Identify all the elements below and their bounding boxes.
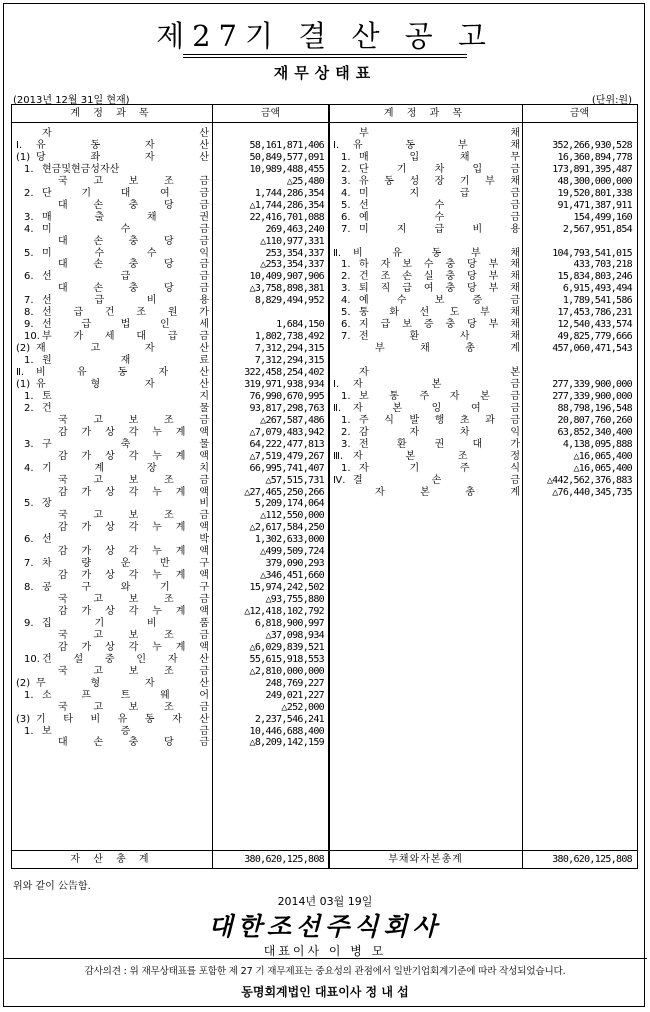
account-amount: 248,769,227 (265, 677, 324, 689)
table-row (12, 379, 637, 391)
account-name: 유 형 자 산 (36, 378, 209, 390)
account-name: 유 동 부 채 (353, 139, 520, 151)
total-liabilities-equity-label: 부채와자본총계 (388, 854, 463, 865)
row-number: (1) (16, 378, 31, 390)
account-name: 기 계 장 치 (42, 462, 209, 474)
row-number: 2. (24, 402, 34, 414)
row-number: 8. (24, 582, 34, 594)
account-name: 재 고 자 산 (36, 343, 209, 355)
account-amount: 10,989,488,455 (249, 163, 324, 175)
table-row (12, 427, 637, 439)
account-amount: 319,971,938,934 (244, 378, 324, 390)
table-row (12, 271, 637, 283)
table-row (12, 594, 637, 606)
row-number: Ⅳ. (333, 474, 346, 486)
ceo-name: 대표이사 이 병 모 (263, 944, 387, 958)
account-amount: 104,793,541,015 (552, 247, 632, 259)
account-name: 감 가 상 각 누 계 액 (58, 546, 209, 558)
account-name: 매 입 채 무 (359, 151, 520, 163)
account-name: 주 식 발 행 초 과 금 (359, 414, 520, 426)
table-row (12, 726, 637, 738)
account-amount: 10,446,688,400 (249, 725, 324, 737)
account-name: 대 손 충 당 금 (58, 283, 209, 295)
table-row (12, 176, 637, 188)
account-amount: 63,852,340,400 (557, 426, 632, 438)
account-amount: △267,587,486 (260, 414, 324, 426)
row-number: 4. (341, 295, 351, 307)
header-right-amount: 금액 (522, 105, 637, 123)
account-name: 원 재 료 (42, 355, 209, 367)
account-name: 국 고 보 조 금 (58, 474, 209, 486)
table-row (12, 403, 637, 415)
row-number: 1. (341, 462, 351, 474)
account-name: 미 지 급 금 (359, 187, 520, 199)
row-number: 10. (24, 331, 40, 343)
row-number: 1. (341, 414, 351, 426)
account-amount: 49,825,779,666 (557, 331, 632, 343)
account-name: 비 유 동 부 채 (353, 247, 520, 259)
account-name: 감 가 상 각 누 계 액 (58, 426, 209, 438)
account-name: 국 고 보 조 금 (58, 594, 209, 606)
account-amount: △8,209,142,159 (249, 737, 324, 749)
row-number: 2. (341, 271, 351, 283)
account-amount: 1,802,738,492 (254, 331, 324, 343)
account-name: 단 기 대 여 금 (42, 187, 209, 199)
account-name: 부 채 총 계 (375, 343, 520, 355)
account-amount: 249,021,227 (265, 689, 324, 701)
table-row (12, 164, 637, 176)
account-amount: △499,509,724 (260, 546, 324, 558)
account-amount: △93,755,880 (265, 594, 324, 606)
account-amount: 269,463,240 (265, 223, 324, 235)
table-row (12, 690, 637, 702)
account-name: 부 가 세 대 급 금 (42, 331, 209, 343)
account-amount: △112,550,000 (260, 510, 324, 522)
account-name: 전 환 사 채 (359, 331, 520, 343)
header-left-account: 계 정 과 목 (12, 105, 212, 123)
account-amount: 2,567,951,854 (562, 223, 632, 235)
account-amount: 50,849,577,091 (249, 151, 324, 163)
account-name: 감 가 상 각 누 계 액 (58, 641, 209, 653)
row-number: 4. (341, 187, 351, 199)
account-name: 현금및현금성자산 (42, 163, 120, 175)
account-name: 선 급 비 용 (42, 295, 209, 307)
row-number: 5. (24, 247, 34, 259)
account-name: 하 자 보 수 충 당 부 채 (359, 259, 520, 271)
row-number: 2. (341, 426, 351, 438)
account-name: 자 본 조 정 (353, 450, 520, 462)
row-number: 3. (341, 175, 351, 187)
company-name: 대한조선주식회사 (208, 912, 442, 941)
notice-title: 제27기 결 산 공 고 (156, 19, 494, 53)
account-amount: △442,562,376,883 (546, 474, 632, 486)
account-name: 국 고 보 조 금 (58, 510, 209, 522)
account-amount: 64,222,477,813 (249, 438, 324, 450)
account-name: 부 채 (359, 128, 520, 139)
account-name: 대 손 충 당 금 (58, 199, 209, 211)
row-number: (3) (16, 713, 31, 725)
account-name: 건 조 손 실 충 당 부 채 (359, 271, 520, 283)
table-row (12, 259, 637, 271)
statement-title: 재무상태표 (273, 64, 377, 82)
account-name: 결 손 금 (353, 474, 520, 486)
account-name: 선 급 건 조 원 가 (42, 307, 209, 319)
account-name: 국 고 보 조 금 (58, 629, 209, 641)
account-name: 유 동 성 장 기 부 채 (359, 175, 520, 187)
account-amount: △346,451,660 (260, 570, 324, 582)
account-amount: △7,079,483,942 (249, 426, 324, 438)
account-name: 건 설 중 인 자 산 (42, 653, 209, 665)
row-number: 8. (24, 307, 34, 319)
account-amount: 1,789,541,586 (562, 295, 632, 307)
account-amount: 7,312,294,315 (254, 343, 324, 355)
account-amount: 19,520,801,338 (557, 187, 632, 199)
account-amount: △7,519,479,267 (249, 450, 324, 462)
table-row (12, 319, 637, 331)
account-name: 대 손 충 당 금 (58, 259, 209, 271)
row-number: 2. (341, 163, 351, 175)
account-amount: 457,060,471,543 (552, 343, 632, 355)
table-row (12, 307, 637, 319)
table-row (12, 702, 637, 714)
table-row (12, 283, 637, 295)
table-row (12, 140, 637, 152)
account-name: 퇴 직 급 여 충 당 부 채 (359, 283, 520, 295)
table-row (12, 439, 637, 451)
account-name: 보 통 주 자 본 금 (359, 390, 520, 402)
account-name: 당 좌 자 산 (36, 151, 209, 163)
table-row (12, 654, 637, 666)
row-number: 1. (24, 689, 34, 701)
account-name: 선 급 법 인 세 (42, 319, 209, 331)
account-amount: 433,703,218 (573, 259, 632, 271)
account-name: 예 수 금 (359, 211, 520, 223)
row-number: 6. (341, 211, 351, 223)
account-name: 차 량 운 반 구 (42, 558, 209, 570)
row-number: 9. (24, 617, 34, 629)
account-amount: △57,515,731 (265, 474, 324, 486)
account-amount: 8,829,494,952 (254, 295, 324, 307)
table-row (12, 355, 637, 367)
account-amount: 352,266,930,528 (552, 139, 632, 151)
row-number: 6. (24, 271, 34, 283)
row-number: 2. (24, 187, 34, 199)
account-name: 무 형 자 산 (36, 677, 209, 689)
title-underline (183, 54, 467, 55)
account-amount: △1,744,286,354 (249, 199, 324, 211)
account-amount: △2,617,584,250 (249, 522, 324, 534)
total-assets-label: 자 산 총 계 (70, 854, 154, 865)
account-amount: △6,029,839,521 (249, 641, 324, 653)
account-amount: 48,300,000,000 (557, 175, 632, 187)
account-name: 매 출 채 권 (42, 211, 209, 223)
row-number: (2) (16, 677, 31, 689)
account-amount: △12,418,102,792 (244, 606, 324, 617)
account-name: 자 기 주 식 (359, 462, 520, 474)
table-row (12, 367, 637, 379)
account-amount: 66,995,741,407 (249, 462, 324, 474)
table-row (12, 714, 637, 726)
account-amount: 15,974,242,502 (249, 582, 324, 594)
account-name: 선 급 금 (42, 271, 209, 283)
account-name: 보 증 금 (42, 725, 209, 737)
account-amount: △76,440,345,735 (552, 486, 632, 498)
row-number: (2) (16, 343, 31, 355)
account-name: 대 손 충 당 금 (58, 235, 209, 247)
row-number: 3. (341, 438, 351, 450)
account-name: 선 박 (42, 534, 209, 546)
header-left-amount: 금액 (212, 105, 329, 123)
separator-line (3, 958, 647, 959)
table-row (12, 737, 637, 749)
account-name: 자 본 금 (353, 378, 520, 390)
table-row (12, 630, 637, 642)
account-name: 통 화 선 도 부 채 (359, 307, 520, 319)
account-name: 국 고 보 조 금 (58, 665, 209, 677)
account-name: 건 물 (42, 402, 209, 414)
account-name: 감 가 상 각 누 계 액 (58, 606, 209, 617)
row-number: 1. (341, 151, 351, 163)
table-row (12, 295, 637, 307)
row-number: 3. (24, 438, 34, 450)
account-name: 지 급 보 증 충 당 부 채 (359, 319, 520, 331)
account-amount: 253,354,337 (265, 247, 324, 259)
account-name: 선 수 금 (359, 199, 520, 211)
table-row (12, 451, 637, 463)
title-underline-inner (183, 57, 467, 58)
account-amount: △252,000 (281, 701, 324, 713)
account-amount: 6,818,900,997 (254, 617, 324, 629)
account-name: 토 지 (42, 390, 209, 402)
account-name: 전 환 권 대 가 (359, 438, 520, 450)
row-number: 5. (341, 199, 351, 211)
row-number: 4. (24, 223, 34, 235)
account-amount: △16,065,400 (573, 450, 632, 462)
account-amount: 154,499,160 (573, 211, 632, 223)
account-name: 감 가 상 각 누 계 액 (58, 450, 209, 462)
account-amount: 12,540,433,574 (557, 319, 632, 331)
row-number: 1. (24, 390, 34, 402)
audit-opinion: 감사의견 : 위 재무상태표를 포함한 제 27 기 재무제표는 중요성의 관점에서 일반기업회계기준에 따라 작성되었습니다. (84, 966, 566, 977)
account-amount: 1,684,150 (276, 319, 324, 331)
row-number: 4. (24, 462, 34, 474)
row-number: 5. (341, 307, 351, 319)
table-row (12, 343, 637, 355)
account-amount: 322,458,254,402 (244, 367, 324, 378)
balance-sheet-table (11, 104, 638, 869)
account-amount: 15,834,803,246 (557, 271, 632, 283)
table-row (12, 248, 637, 260)
row-number: Ⅰ. (333, 378, 340, 390)
table-row (12, 212, 637, 224)
account-amount: 88,798,196,548 (557, 402, 632, 414)
table-row (12, 331, 637, 343)
account-name: 구 축 물 (42, 438, 209, 450)
row-number: Ⅱ. (16, 367, 25, 378)
account-amount: △37,098,934 (265, 629, 324, 641)
account-amount: 20,807,760,260 (557, 414, 632, 426)
account-name: 국 고 보 조 금 (58, 175, 209, 187)
table-row (12, 606, 637, 618)
account-name: 장 비 (42, 498, 209, 510)
row-number: 1. (24, 725, 34, 737)
row-number: 1. (341, 259, 351, 271)
account-name: 감 가 상 각 누 계 액 (58, 486, 209, 498)
table-row (12, 236, 637, 248)
table-row (12, 200, 637, 212)
notice-note: 위와 같이 公告함. (13, 881, 91, 892)
row-number: 7. (341, 223, 351, 235)
account-name: 자 본 (359, 367, 520, 378)
account-amount: 58,161,871,406 (249, 139, 324, 151)
account-name: 자 본 잉 여 금 (353, 402, 520, 414)
account-amount: △16,065,400 (573, 462, 632, 474)
account-amount: △27,465,250,266 (244, 486, 324, 498)
account-amount: 93,817,298,763 (249, 402, 324, 414)
account-amount: 10,409,907,906 (249, 271, 324, 283)
account-amount: △2,810,000,000 (249, 665, 324, 677)
account-amount: 379,090,293 (265, 558, 324, 570)
account-name: 미 수 수 익 (42, 247, 209, 259)
account-amount: 277,339,900,000 (552, 378, 632, 390)
row-number: Ⅱ. (333, 402, 342, 414)
table-row (12, 152, 637, 164)
total-assets-amount: 380,620,125,808 (244, 854, 324, 865)
notice-date: 2014년 03월 19일 (277, 895, 373, 908)
header-right-account: 계 정 과 목 (329, 105, 522, 123)
row-number: Ⅲ. (333, 450, 344, 462)
table-row (12, 642, 637, 654)
row-number: (1) (16, 151, 31, 163)
row-number: 6. (341, 319, 351, 331)
account-amount: 76,990,670,995 (249, 390, 324, 402)
row-number: 7. (24, 558, 34, 570)
account-name: 국 고 보 조 금 (58, 414, 209, 426)
table-row (12, 510, 637, 522)
table-row (12, 546, 637, 558)
table-row (12, 522, 637, 534)
account-name: 감 가 상 각 누 계 액 (58, 570, 209, 582)
total-liabilities-equity-amount: 380,620,125,808 (552, 854, 632, 865)
table-row (12, 391, 637, 403)
table-row (12, 188, 637, 200)
table-row (12, 224, 637, 236)
account-name: 유 동 자 산 (36, 139, 209, 151)
account-name: 단 기 차 입 금 (359, 163, 520, 175)
table-row (12, 618, 637, 630)
table-row (12, 678, 637, 690)
account-name: 자 본 총 계 (375, 486, 520, 498)
row-number: 9. (24, 319, 34, 331)
table-row (12, 128, 637, 140)
row-number: 1. (24, 163, 34, 175)
account-name: 집 기 비 품 (42, 617, 209, 629)
account-amount: 2,237,546,241 (254, 713, 324, 725)
account-amount: 16,360,894,778 (557, 151, 632, 163)
account-name: 감 자 차 익 (359, 426, 520, 438)
account-amount: △110,977,331 (260, 235, 324, 247)
row-number: 6. (24, 534, 34, 546)
table-row (12, 463, 637, 475)
account-name: 기 타 비 유 동 자 산 (36, 713, 209, 725)
account-amount: 1,744,286,354 (254, 187, 324, 199)
account-amount: △253,354,337 (260, 259, 324, 271)
table-row (12, 475, 637, 487)
table-row (12, 534, 637, 546)
account-name: 비 유 동 자 산 (36, 367, 209, 378)
account-amount: 277,339,900,000 (552, 390, 632, 402)
account-amount: 4,138,095,888 (562, 438, 632, 450)
row-number: 3. (341, 283, 351, 295)
account-amount: 17,453,786,231 (557, 307, 632, 319)
table-row (12, 415, 637, 427)
row-number: 7. (341, 331, 351, 343)
row-number: 3. (24, 211, 34, 223)
account-amount: 7,312,294,315 (254, 355, 324, 367)
row-number: 7. (24, 295, 34, 307)
account-amount: 1,302,633,000 (254, 534, 324, 546)
account-name: 미 수 금 (42, 223, 209, 235)
table-row (12, 498, 637, 510)
row-number: 1. (341, 390, 351, 402)
account-name: 미 지 급 비 용 (359, 223, 520, 235)
row-number: Ⅰ. (333, 139, 340, 151)
account-name: 예 수 보 증 금 (359, 295, 520, 307)
account-name: 대 손 충 당 금 (58, 737, 209, 749)
row-number: 5. (24, 498, 34, 510)
account-amount: 22,416,701,088 (249, 211, 324, 223)
account-name: 자 산 (42, 128, 209, 139)
account-amount: 5,209,174,064 (254, 498, 324, 510)
account-amount: 55,615,918,553 (249, 653, 324, 665)
row-number: Ⅱ. (333, 247, 342, 259)
account-amount: △3,758,898,381 (249, 283, 324, 295)
currency-unit: (단위:원) (591, 95, 632, 106)
table-row (12, 558, 637, 570)
table-row (12, 666, 637, 678)
account-name: 공 구 와 기 구 (42, 582, 209, 594)
row-number: 10. (24, 653, 40, 665)
row-number: Ⅰ. (16, 139, 23, 151)
account-amount: △25,480 (286, 175, 324, 187)
table-row (12, 487, 637, 499)
table-row (12, 570, 637, 582)
account-amount: 91,471,387,911 (557, 199, 632, 211)
account-name: 감 가 상 각 누 계 액 (58, 522, 209, 534)
auditor-name: 동명회계법인 대표이사 정 내 섭 (241, 985, 409, 999)
account-name: 국 고 보 조 금 (58, 701, 209, 713)
as-of-date: (2013년 12월 31일 현재) (13, 95, 130, 106)
row-number: 1. (24, 355, 34, 367)
table-row (12, 582, 637, 594)
account-amount: 173,891,395,487 (552, 163, 632, 175)
account-name: 소 프 트 웨 어 (42, 689, 209, 701)
account-amount: 6,915,493,494 (562, 283, 632, 295)
